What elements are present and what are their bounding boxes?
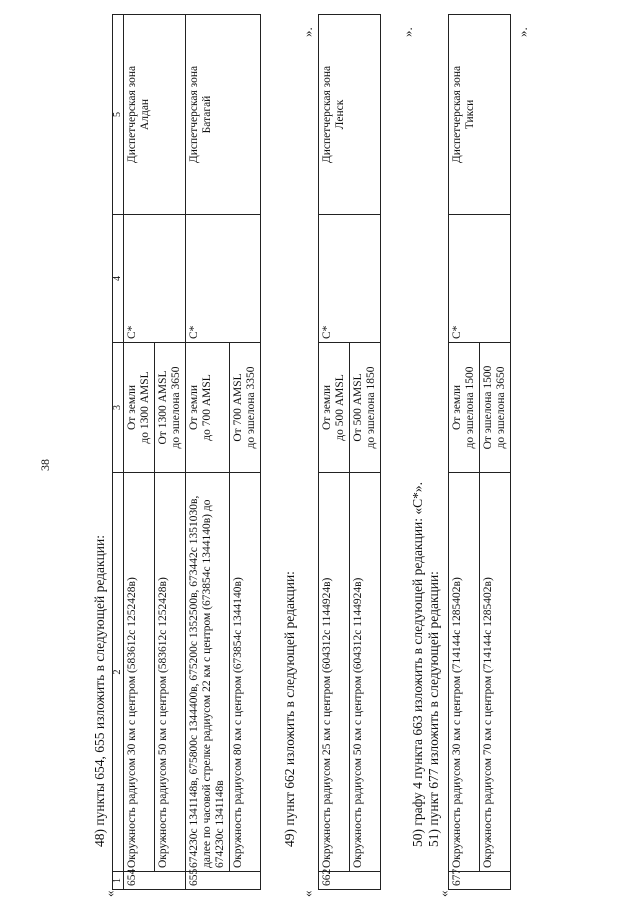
limit-upper: до эшелона 1850 bbox=[365, 366, 377, 449]
item-51-table bbox=[448, 14, 511, 890]
item-48-table bbox=[112, 14, 261, 890]
zone-description: Окружность радиусом 50 км с центром (604312с 1144924в) bbox=[350, 473, 381, 872]
limit-lower: От 1300 AMSL bbox=[157, 370, 169, 445]
item-48-close-quote: ». bbox=[300, 27, 315, 37]
item-51-heading: 51) пункт 677 изложить в следующей редакции: bbox=[426, 571, 441, 847]
airspace-class: C* bbox=[449, 215, 511, 343]
limit-upper: до 700 AMSL bbox=[201, 374, 213, 441]
table-row bbox=[319, 15, 350, 890]
zone-description: Окружность радиусом 70 км с центром (714144с 1285402в) bbox=[480, 473, 511, 872]
airspace-class: C* bbox=[186, 215, 261, 343]
item-51-close-quote: ». bbox=[515, 27, 530, 37]
table-row bbox=[186, 15, 230, 890]
row-number: 654 bbox=[124, 872, 186, 890]
row-number: 655 bbox=[186, 872, 261, 890]
item-49-close-quote: ». bbox=[400, 27, 415, 37]
item-51-open-quote: « bbox=[436, 890, 451, 897]
vertical-limits bbox=[124, 343, 155, 473]
vertical-limits bbox=[230, 343, 261, 473]
header-cell: 5 bbox=[113, 15, 124, 215]
zone-description: Окружность радиусом 25 км с центром (604312с 1144924в) bbox=[319, 473, 350, 872]
vertical-limits bbox=[480, 343, 511, 473]
limit-upper: до 500 AMSL bbox=[334, 374, 346, 441]
zone-name bbox=[319, 15, 381, 215]
airspace-class: C* bbox=[319, 215, 381, 343]
limit-upper: до эшелона 3650 bbox=[170, 366, 182, 449]
zone-type: Диспетчерская зона bbox=[188, 65, 200, 164]
item-50-heading: 50) графу 4 пункта 663 изложить в следующей редакции: «C*». bbox=[410, 481, 425, 847]
vertical-limits bbox=[186, 343, 230, 473]
zone-name bbox=[186, 15, 261, 215]
zone-type: Диспетчерская зона bbox=[451, 65, 463, 164]
limit-upper: до эшелона 3650 bbox=[495, 366, 507, 449]
table-header-row bbox=[113, 15, 124, 890]
zone-city: Алдан bbox=[139, 98, 151, 131]
zone-description: Окружность радиусом 50 км с центром (583612с 1252428в) bbox=[155, 473, 186, 872]
row-number: 662 bbox=[319, 872, 381, 890]
airspace-class: C* bbox=[124, 215, 186, 343]
item-49-open-quote: « bbox=[300, 890, 315, 897]
zone-description: Окружность радиусом 80 км с центром (673854с 1344140в) bbox=[230, 473, 261, 872]
limit-upper: до 1300 AMSL bbox=[139, 371, 151, 444]
item-49-heading: 49) пункт 662 изложить в следующей редакции: bbox=[282, 571, 297, 847]
item-48-open-quote: « bbox=[102, 890, 117, 897]
zone-city: Батагай bbox=[201, 95, 213, 134]
header-cell: 2 bbox=[113, 473, 124, 872]
header-cell: 3 bbox=[113, 343, 124, 473]
item-49-table bbox=[318, 14, 381, 890]
zone-city: Тикси bbox=[464, 99, 476, 130]
header-cell: 4 bbox=[113, 215, 124, 343]
vertical-limits bbox=[449, 343, 480, 473]
limit-upper: до эшелона 3350 bbox=[245, 366, 257, 449]
limit-lower: От земли bbox=[451, 384, 463, 431]
limit-lower: От 500 AMSL bbox=[352, 373, 364, 442]
vertical-limits bbox=[350, 343, 381, 473]
zone-type: Диспетчерская зона bbox=[126, 65, 138, 164]
zone-type: Диспетчерская зона bbox=[321, 65, 333, 164]
zone-description: Окружность радиусом 30 км с центром (714144с 1285402в) bbox=[449, 473, 480, 872]
row-number: 677 bbox=[449, 872, 511, 890]
vertical-limits bbox=[319, 343, 350, 473]
zone-name bbox=[449, 15, 511, 215]
limit-lower: От земли bbox=[321, 384, 333, 431]
limit-lower: От 700 AMSL bbox=[232, 373, 244, 442]
zone-description: 674230с 1341148в, 675800с 1344400в, 675200с 1352500в, 673442с 1351030в, далее по часовой стрелке радиусом 22 км с центром (673854с 1344140в) до 674230с 1341148в bbox=[186, 473, 230, 872]
zone-description: Окружность радиусом 30 км с центром (583612с 1252428в) bbox=[124, 473, 155, 872]
limit-lower: От эшелона 1500 bbox=[482, 365, 494, 450]
zone-name bbox=[124, 15, 186, 215]
limit-lower: От земли bbox=[126, 384, 138, 431]
table-row bbox=[449, 15, 480, 890]
page-number: 38 bbox=[38, 459, 52, 471]
item-48-heading: 48) пункты 654, 655 изложить в следующей редакции: bbox=[92, 534, 107, 847]
vertical-limits bbox=[155, 343, 186, 473]
limit-lower: От земли bbox=[188, 384, 200, 431]
table-row bbox=[124, 15, 155, 890]
header-cell: 1 bbox=[113, 872, 124, 890]
limit-upper: до эшелона 1500 bbox=[464, 366, 476, 449]
zone-city: Ленск bbox=[334, 99, 346, 130]
